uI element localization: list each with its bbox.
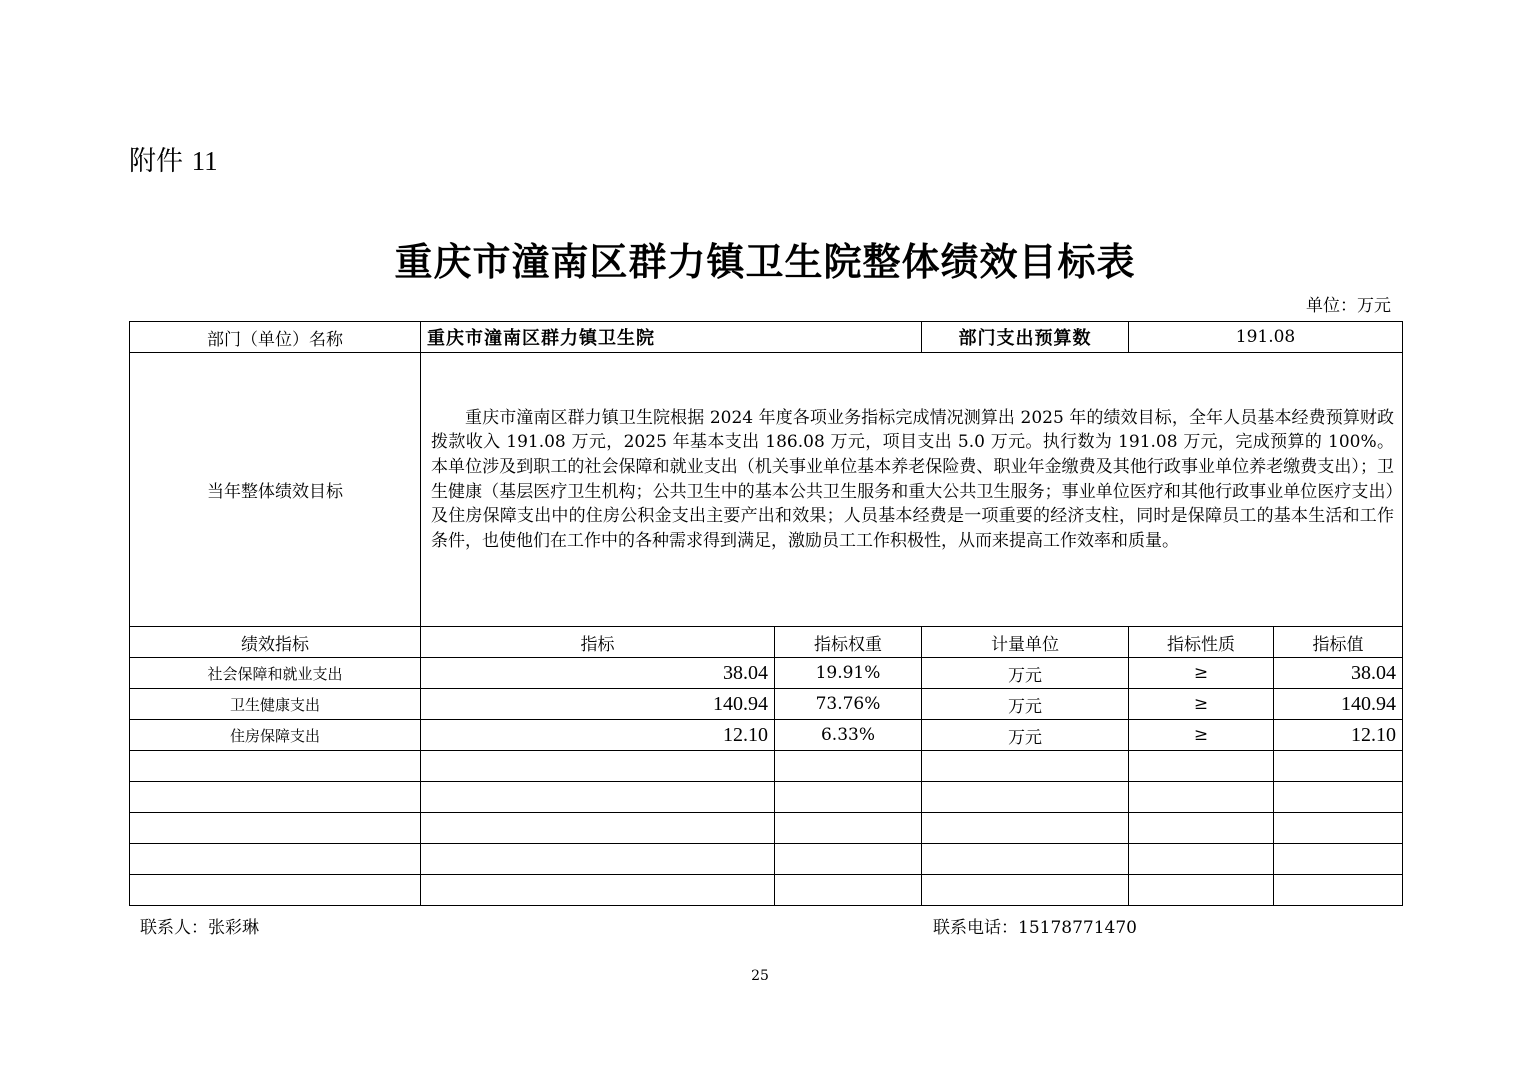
contact-person: 联系人：张彩琳	[140, 918, 259, 938]
empty-cell	[130, 875, 421, 906]
goal-paragraph: 重庆市潼南区群力镇卫生院根据 2024 年度各项业务指标完成情况测算出 2025 年的绩效目标，全年人员基本经费预算财政拨款收入 191.08 万元，2025 年基本支出 186.08 万元，项目支出 5.0 万元。执行数为 191.08 万元，完成预算的 100%。本单位涉及到职工的社会保障和就业支出（机关事业单位基本养老保险费、职业年金缴费及其他行政事业单位养老缴费支出）；卫生健康（基层医疗卫生机构；公共卫生中的基本公共卫生服务和重大公共卫生服务；事业单位医疗和其他行政事业单位医疗支出）及住房保障支出中的住房公积金支出主要产出和效果；人员基本经费是一项重要的经济支柱，同时是保障员工的基本生活和工作条件，也使他们在工作中的各种需求得到满足，激励员工工作积极性，从而来提高工作效率和质量。	[431, 407, 1395, 551]
empty-cell	[130, 844, 421, 875]
row-weight: 6.33%	[775, 720, 922, 751]
empty-row	[130, 751, 1403, 782]
contact-phone: 联系电话：15178771470	[933, 918, 1137, 938]
row-unit: 万元	[922, 658, 1129, 689]
row-nature: ≥	[1129, 689, 1274, 720]
attachment-text: 附件	[129, 146, 183, 177]
row-weight: 73.76%	[775, 689, 922, 720]
empty-cell	[775, 813, 922, 844]
row-weight: 19.91%	[775, 658, 922, 689]
goal-text-cell	[421, 353, 1403, 627]
empty-cell	[130, 751, 421, 782]
budget-value-cell: 191.08	[1129, 322, 1403, 353]
unit-label: 单位：万元	[1306, 296, 1391, 316]
page-number: 25	[751, 968, 769, 984]
attachment-number: 11	[191, 146, 218, 176]
empty-cell	[130, 813, 421, 844]
performance-table	[129, 321, 1403, 906]
empty-cell	[775, 782, 922, 813]
table-row	[130, 658, 1403, 689]
goal-label-cell: 当年整体绩效目标	[130, 353, 421, 627]
empty-cell	[922, 875, 1129, 906]
empty-cell	[421, 844, 775, 875]
col-header-weight: 指标权重	[775, 627, 922, 658]
row-name: 社会保障和就业支出	[130, 658, 421, 689]
col-header-indicator: 指标	[421, 627, 775, 658]
col-header-value: 指标值	[1274, 627, 1403, 658]
row-value: 140.94	[1274, 689, 1403, 720]
empty-cell	[1274, 782, 1403, 813]
empty-cell	[922, 844, 1129, 875]
empty-cell	[922, 782, 1129, 813]
row-value: 12.10	[1274, 720, 1403, 751]
empty-cell	[775, 844, 922, 875]
empty-row	[130, 813, 1403, 844]
empty-cell	[775, 875, 922, 906]
empty-row	[130, 844, 1403, 875]
empty-cell	[1274, 875, 1403, 906]
row-name: 卫生健康支出	[130, 689, 421, 720]
empty-cell	[922, 813, 1129, 844]
empty-cell	[421, 782, 775, 813]
empty-cell	[421, 875, 775, 906]
empty-cell	[922, 751, 1129, 782]
dept-label-cell: 部门（单位）名称	[130, 322, 421, 353]
table-row	[130, 689, 1403, 720]
dept-name-cell: 重庆市潼南区群力镇卫生院	[421, 322, 922, 353]
row-unit: 万元	[922, 689, 1129, 720]
empty-cell	[1129, 751, 1274, 782]
empty-cell	[1274, 751, 1403, 782]
column-header-row	[130, 627, 1403, 658]
row-name: 住房保障支出	[130, 720, 421, 751]
row-indicator: 12.10	[421, 720, 775, 751]
col-header-nature: 指标性质	[1129, 627, 1274, 658]
empty-row	[130, 875, 1403, 906]
col-header-name: 绩效指标	[130, 627, 421, 658]
empty-cell	[1129, 875, 1274, 906]
attachment-label	[129, 143, 218, 180]
col-header-unit: 计量单位	[922, 627, 1129, 658]
empty-cell	[421, 813, 775, 844]
empty-cell	[1129, 782, 1274, 813]
empty-cell	[1129, 813, 1274, 844]
row-unit: 万元	[922, 720, 1129, 751]
empty-cell	[1274, 844, 1403, 875]
row-nature: ≥	[1129, 720, 1274, 751]
table-row	[130, 720, 1403, 751]
header-row	[130, 322, 1403, 353]
budget-label-cell: 部门支出预算数	[922, 322, 1129, 353]
empty-row	[130, 782, 1403, 813]
empty-cell	[421, 751, 775, 782]
row-nature: ≥	[1129, 658, 1274, 689]
goal-row	[130, 353, 1403, 627]
row-indicator: 140.94	[421, 689, 775, 720]
empty-cell	[1129, 844, 1274, 875]
row-value: 38.04	[1274, 658, 1403, 689]
page-title: 重庆市潼南区群力镇卫生院整体绩效目标表	[394, 239, 1136, 284]
empty-cell	[130, 782, 421, 813]
empty-cell	[775, 751, 922, 782]
row-indicator: 38.04	[421, 658, 775, 689]
empty-cell	[1274, 813, 1403, 844]
